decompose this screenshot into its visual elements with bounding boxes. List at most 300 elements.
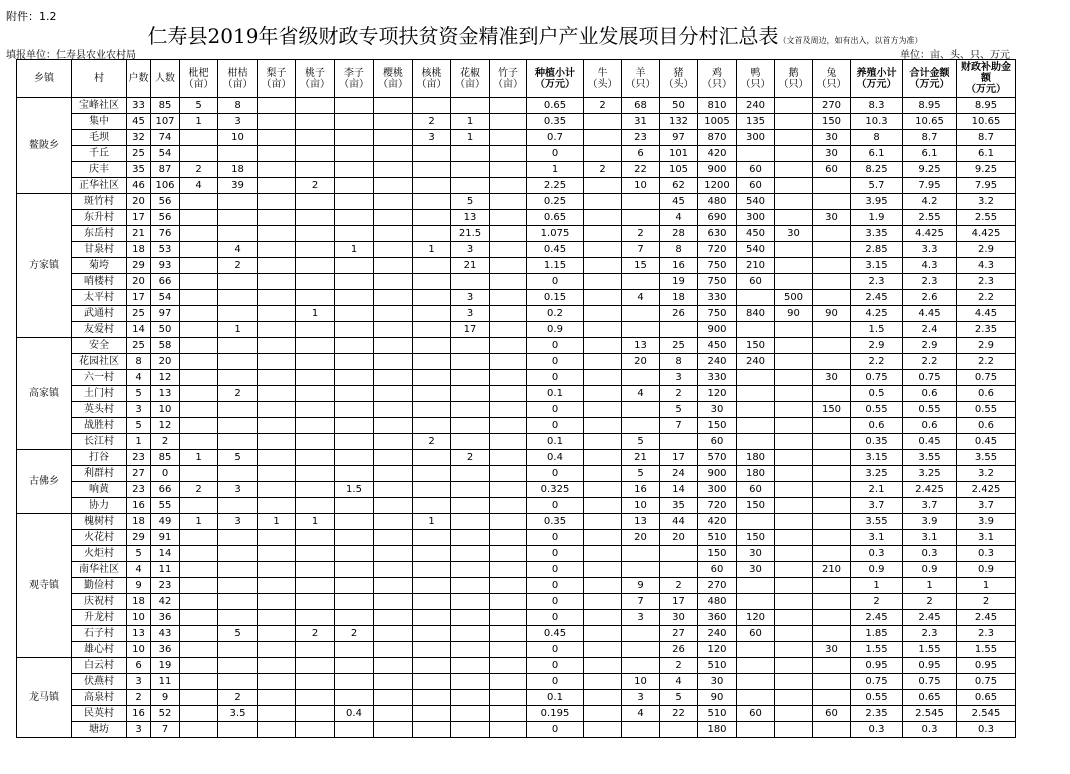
value-cell [775, 370, 813, 386]
value-cell: 510 [698, 658, 737, 674]
value-cell: 1.075 [527, 226, 584, 242]
value-cell [622, 210, 660, 226]
value-cell [296, 402, 335, 418]
value-cell [737, 690, 775, 706]
village-cell: 塘坊 [72, 722, 127, 738]
value-cell: 13 [151, 386, 180, 402]
value-cell [258, 610, 296, 626]
value-cell: 30 [698, 674, 737, 690]
value-cell: 101 [660, 146, 698, 162]
value-cell: 1 [258, 514, 296, 530]
value-cell [413, 706, 451, 722]
value-cell [413, 466, 451, 482]
value-cell: 8 [127, 354, 151, 370]
village-cell: 正华社区 [72, 178, 127, 194]
table-row [17, 658, 1016, 674]
value-cell: 2.1 [851, 482, 903, 498]
value-cell: 0.7 [527, 130, 584, 146]
value-cell: 3.5 [218, 706, 258, 722]
value-cell: 300 [737, 130, 775, 146]
value-cell [813, 530, 851, 546]
value-cell [374, 434, 413, 450]
value-cell: 25 [127, 306, 151, 322]
village-cell: 花园社区 [72, 354, 127, 370]
value-cell [258, 690, 296, 706]
value-cell [374, 498, 413, 514]
value-cell [335, 578, 374, 594]
value-cell: 29 [127, 258, 151, 274]
value-cell [622, 546, 660, 562]
town-cell: 观寺镇 [17, 514, 72, 658]
value-cell [296, 258, 335, 274]
value-cell [490, 386, 527, 402]
value-cell [775, 354, 813, 370]
value-cell [258, 162, 296, 178]
value-cell: 0.45 [527, 626, 584, 642]
value-cell: 1 [180, 114, 218, 130]
value-cell: 0 [527, 578, 584, 594]
value-cell: 6.1 [903, 146, 957, 162]
value-cell [775, 610, 813, 626]
value-cell [180, 722, 218, 738]
value-cell [374, 290, 413, 306]
value-cell: 150 [737, 498, 775, 514]
value-cell [813, 466, 851, 482]
value-cell: 420 [698, 146, 737, 162]
village-cell: 长江村 [72, 434, 127, 450]
value-cell: 85 [151, 450, 180, 466]
value-cell: 7 [660, 418, 698, 434]
value-cell: 3.95 [851, 194, 903, 210]
value-cell: 39 [218, 178, 258, 194]
value-cell [374, 642, 413, 658]
value-cell [584, 658, 622, 674]
value-cell [374, 242, 413, 258]
value-cell: 2.9 [903, 338, 957, 354]
value-cell: 3 [413, 130, 451, 146]
village-cell: 集中 [72, 114, 127, 130]
value-cell [775, 498, 813, 514]
value-cell: 0 [527, 642, 584, 658]
value-cell [374, 674, 413, 690]
value-cell: 2 [127, 690, 151, 706]
value-cell [258, 434, 296, 450]
value-cell [258, 578, 296, 594]
village-cell: 火炬村 [72, 546, 127, 562]
value-cell: 2 [451, 450, 490, 466]
value-cell: 19 [660, 274, 698, 290]
value-cell: 1 [957, 578, 1016, 594]
value-cell: 52 [151, 706, 180, 722]
summary-table [16, 59, 1016, 738]
value-cell [775, 626, 813, 642]
value-cell: 5 [218, 450, 258, 466]
value-cell [180, 706, 218, 722]
value-cell: 3.15 [851, 258, 903, 274]
village-cell: 响黄 [72, 482, 127, 498]
value-cell [451, 674, 490, 690]
value-cell: 2 [584, 162, 622, 178]
value-cell [296, 706, 335, 722]
value-cell: 5 [127, 546, 151, 562]
value-cell [374, 386, 413, 402]
value-cell: 8.95 [957, 98, 1016, 114]
value-cell [258, 546, 296, 562]
value-cell: 20 [622, 354, 660, 370]
value-cell [258, 626, 296, 642]
value-cell [451, 706, 490, 722]
value-cell [374, 450, 413, 466]
value-cell: 9.25 [957, 162, 1016, 178]
value-cell [737, 578, 775, 594]
table-row [17, 178, 1016, 194]
value-cell [622, 402, 660, 418]
value-cell: 0.35 [851, 434, 903, 450]
value-cell [451, 162, 490, 178]
value-cell: 60 [813, 706, 851, 722]
value-cell: 60 [737, 482, 775, 498]
value-cell [296, 370, 335, 386]
value-cell: 0.9 [903, 562, 957, 578]
value-cell: 0.75 [957, 370, 1016, 386]
value-cell: 0.3 [957, 546, 1016, 562]
value-cell [737, 434, 775, 450]
value-cell: 26 [660, 642, 698, 658]
value-cell [660, 322, 698, 338]
value-cell [335, 258, 374, 274]
value-cell: 0 [527, 402, 584, 418]
value-cell [490, 402, 527, 418]
value-cell [413, 658, 451, 674]
column-header: 户数 [127, 60, 151, 98]
value-cell [218, 594, 258, 610]
value-cell [258, 386, 296, 402]
value-cell: 25 [127, 146, 151, 162]
value-cell [180, 642, 218, 658]
value-cell: 3.35 [851, 226, 903, 242]
value-cell [451, 338, 490, 354]
village-cell: 宝峰社区 [72, 98, 127, 114]
value-cell: 17 [127, 210, 151, 226]
value-cell [218, 354, 258, 370]
value-cell [180, 658, 218, 674]
value-cell: 0 [527, 530, 584, 546]
value-cell: 0 [527, 498, 584, 514]
value-cell [180, 370, 218, 386]
value-cell [775, 98, 813, 114]
value-cell: 0 [527, 354, 584, 370]
village-cell: 土门村 [72, 386, 127, 402]
value-cell [490, 530, 527, 546]
value-cell [374, 514, 413, 530]
value-cell: 2.45 [957, 610, 1016, 626]
value-cell [258, 322, 296, 338]
value-cell [296, 194, 335, 210]
value-cell: 2.35 [851, 706, 903, 722]
value-cell [296, 466, 335, 482]
value-cell: 16 [127, 498, 151, 514]
value-cell [490, 418, 527, 434]
value-cell [180, 434, 218, 450]
value-cell [490, 706, 527, 722]
value-cell [737, 418, 775, 434]
value-cell: 0.55 [851, 690, 903, 706]
value-cell: 2.4 [903, 322, 957, 338]
value-cell [296, 498, 335, 514]
value-cell [335, 338, 374, 354]
value-cell: 0.3 [851, 546, 903, 562]
value-cell [584, 274, 622, 290]
value-cell: 36 [151, 610, 180, 626]
value-cell [258, 354, 296, 370]
value-cell: 8 [660, 242, 698, 258]
value-cell: 2 [660, 578, 698, 594]
column-header: 村 [72, 60, 127, 98]
value-cell [258, 178, 296, 194]
value-cell: 0.25 [527, 194, 584, 210]
value-cell [374, 690, 413, 706]
value-cell: 0.3 [957, 722, 1016, 738]
value-cell [584, 578, 622, 594]
value-cell: 150 [698, 546, 737, 562]
value-cell [584, 114, 622, 130]
value-cell [584, 722, 622, 738]
value-cell [490, 210, 527, 226]
value-cell [451, 466, 490, 482]
value-cell: 20 [127, 274, 151, 290]
value-cell: 0 [527, 610, 584, 626]
value-cell: 0.75 [903, 370, 957, 386]
value-cell: 20 [660, 530, 698, 546]
value-cell [218, 642, 258, 658]
village-cell: 勤俭村 [72, 578, 127, 594]
value-cell [374, 258, 413, 274]
value-cell: 0.195 [527, 706, 584, 722]
value-cell [451, 642, 490, 658]
column-header: 柑桔 （亩） [218, 60, 258, 98]
value-cell: 2 [218, 258, 258, 274]
value-cell [451, 402, 490, 418]
value-cell: 8.7 [957, 130, 1016, 146]
value-cell: 900 [698, 466, 737, 482]
value-cell: 3.1 [903, 530, 957, 546]
value-cell [775, 690, 813, 706]
value-cell [451, 530, 490, 546]
value-cell: 15 [622, 258, 660, 274]
value-cell [374, 162, 413, 178]
value-cell [622, 642, 660, 658]
village-cell: 武通村 [72, 306, 127, 322]
value-cell: 0 [527, 562, 584, 578]
value-cell: 0.3 [903, 722, 957, 738]
value-cell: 0.9 [851, 562, 903, 578]
value-cell [584, 354, 622, 370]
value-cell: 23 [151, 578, 180, 594]
value-cell [258, 98, 296, 114]
value-cell [258, 706, 296, 722]
village-cell: 庆祝村 [72, 594, 127, 610]
value-cell [258, 130, 296, 146]
table-row [17, 130, 1016, 146]
value-cell [180, 274, 218, 290]
value-cell [775, 578, 813, 594]
value-cell [374, 402, 413, 418]
value-cell: 240 [737, 354, 775, 370]
value-cell [451, 578, 490, 594]
table-row [17, 514, 1016, 530]
value-cell: 300 [737, 210, 775, 226]
value-cell [258, 258, 296, 274]
value-cell: 840 [737, 306, 775, 322]
value-cell: 1.15 [527, 258, 584, 274]
table-row [17, 626, 1016, 642]
value-cell: 30 [660, 610, 698, 626]
value-cell [775, 274, 813, 290]
value-cell [180, 626, 218, 642]
value-cell [490, 674, 527, 690]
value-cell: 2 [180, 482, 218, 498]
value-cell: 0.3 [903, 546, 957, 562]
value-cell [296, 562, 335, 578]
value-cell [660, 546, 698, 562]
village-cell: 槐树村 [72, 514, 127, 530]
value-cell: 0 [151, 466, 180, 482]
value-cell [584, 546, 622, 562]
value-cell [335, 610, 374, 626]
value-cell: 210 [813, 562, 851, 578]
value-cell: 5 [127, 418, 151, 434]
value-cell [374, 466, 413, 482]
value-cell [296, 210, 335, 226]
value-cell: 0.4 [335, 706, 374, 722]
value-cell [584, 130, 622, 146]
value-cell [490, 322, 527, 338]
value-cell: 0.55 [851, 402, 903, 418]
value-cell: 3.1 [957, 530, 1016, 546]
value-cell [490, 242, 527, 258]
value-cell: 240 [698, 354, 737, 370]
value-cell [218, 610, 258, 626]
value-cell: 2.2 [903, 354, 957, 370]
value-cell [374, 418, 413, 434]
table-body [17, 98, 1016, 738]
value-cell [622, 194, 660, 210]
village-cell: 火花村 [72, 530, 127, 546]
value-cell [813, 514, 851, 530]
value-cell [451, 610, 490, 626]
value-cell [584, 290, 622, 306]
village-cell: 战胜村 [72, 418, 127, 434]
table-row [17, 290, 1016, 306]
value-cell [335, 322, 374, 338]
village-cell: 伏燕村 [72, 674, 127, 690]
value-cell [180, 674, 218, 690]
value-cell [296, 98, 335, 114]
value-cell: 8.7 [903, 130, 957, 146]
value-cell: 2.545 [957, 706, 1016, 722]
value-cell [584, 258, 622, 274]
value-cell [813, 658, 851, 674]
value-cell [180, 210, 218, 226]
value-cell: 0.95 [903, 658, 957, 674]
village-cell: 白云村 [72, 658, 127, 674]
value-cell: 93 [151, 258, 180, 274]
value-cell [451, 498, 490, 514]
value-cell [374, 322, 413, 338]
value-cell: 1 [451, 130, 490, 146]
value-cell: 2 [296, 178, 335, 194]
value-cell: 0.9 [957, 562, 1016, 578]
value-cell: 750 [698, 306, 737, 322]
column-header: 竹子 （亩） [490, 60, 527, 98]
value-cell [451, 514, 490, 530]
value-cell: 210 [737, 258, 775, 274]
value-cell: 510 [698, 706, 737, 722]
value-cell [413, 226, 451, 242]
value-cell: 2.3 [957, 626, 1016, 642]
value-cell [584, 674, 622, 690]
value-cell [296, 162, 335, 178]
value-cell [296, 482, 335, 498]
value-cell [451, 482, 490, 498]
value-cell: 60 [698, 434, 737, 450]
value-cell [775, 114, 813, 130]
value-cell [335, 594, 374, 610]
value-cell: 30 [698, 402, 737, 418]
value-cell [584, 242, 622, 258]
value-cell [180, 466, 218, 482]
value-cell: 46 [127, 178, 151, 194]
value-cell [374, 210, 413, 226]
value-cell [737, 402, 775, 418]
value-cell [490, 626, 527, 642]
value-cell [413, 610, 451, 626]
value-cell: 2.9 [851, 338, 903, 354]
value-cell [584, 642, 622, 658]
value-cell [258, 658, 296, 674]
value-cell: 54 [151, 290, 180, 306]
value-cell [335, 434, 374, 450]
value-cell: 1.55 [851, 642, 903, 658]
value-cell [258, 450, 296, 466]
value-cell [335, 546, 374, 562]
value-cell: 14 [151, 546, 180, 562]
value-cell: 32 [127, 130, 151, 146]
value-cell: 2 [413, 114, 451, 130]
value-cell [413, 370, 451, 386]
value-cell [584, 706, 622, 722]
value-cell [218, 530, 258, 546]
value-cell: 1 [451, 114, 490, 130]
village-cell: 哨楼村 [72, 274, 127, 290]
value-cell: 17 [451, 322, 490, 338]
value-cell: 0.75 [957, 674, 1016, 690]
value-cell: 10 [622, 178, 660, 194]
value-cell [775, 130, 813, 146]
value-cell [296, 354, 335, 370]
value-cell: 9 [622, 578, 660, 594]
value-cell: 3 [451, 290, 490, 306]
value-cell: 330 [698, 370, 737, 386]
value-cell: 3.7 [903, 498, 957, 514]
value-cell [584, 466, 622, 482]
village-cell: 东升村 [72, 210, 127, 226]
value-cell: 5 [180, 98, 218, 114]
attachment-label: 附件：1.2 [6, 10, 57, 23]
value-cell: 6.1 [957, 146, 1016, 162]
table-row [17, 450, 1016, 466]
value-cell: 16 [660, 258, 698, 274]
